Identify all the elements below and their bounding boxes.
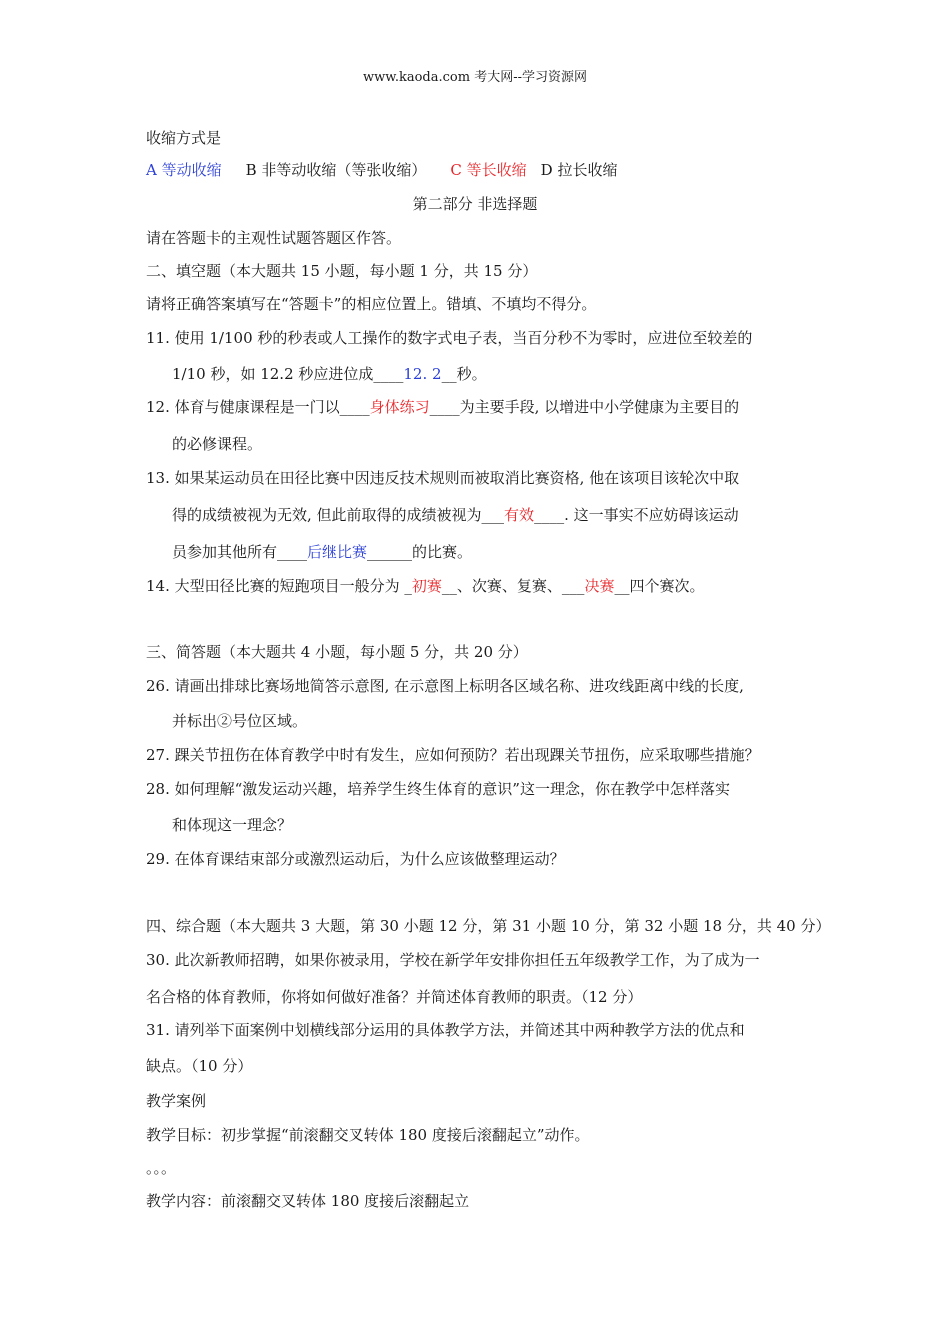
option-d: D 拉长收缩 [540,161,618,179]
q13-line2 [172,505,739,525]
q12-answer: 身体练习 [369,398,430,416]
q26-line1: 26. 请画出排球比赛场地简答示意图, 在示意图上标明各区域名称、进攻线距离中线的长度, [146,677,744,695]
option-a: A 等动收缩 [146,161,222,179]
q14-answer-2: 决赛 [584,577,615,595]
q13-pre: 得的成绩被视为无效, 但此前取得的成绩被视为___ [172,506,505,524]
q13-answer-2: 后继比赛 [307,543,368,561]
site-header: www.kaoda.com 考大网--学习资源网 [363,70,587,85]
q11-answer: 12. 2 [403,365,442,383]
q31-line2: 缺点。（10 分） [146,1057,253,1075]
q29-line: 29. 在体育课结束部分或激烈运动后，为什么应该做整理运动？ [146,850,565,868]
option-b: B 非等动收缩（等张收缩） [245,161,427,179]
q11-pre: 1/10 秒，如 12.2 秒应进位成____ [172,365,404,383]
q11-line1: 11. 使用 1/100 秒的秒表或人工操作的数字式电子表，当百分秒不为零时，应进位至较差的 [146,329,753,347]
q28-line2: 和体现这一理念？ [172,816,293,834]
q12-line1 [146,397,739,417]
section-heading-comp: 四、综合题（本大题共 3 大题，第 30 小题 12 分，第 31 小题 10 分，第 32 小题 18 分，共 40 分） [146,917,831,935]
option-c: C 等长收缩 [450,161,527,179]
q28-line1: 28. 如何理解“激发运动兴趣，培养学生终生体育的意识”这一理念，你在教学中怎样落实 [146,780,730,798]
q14-mid: __、次赛、复赛、___ [441,577,585,595]
q14-post: __四个赛次。 [614,577,705,595]
q30-line2: 名合格的体育教师，你将如何做好准备？并简述体育教师的职责。（12 分） [146,988,643,1006]
part-title: 第二部分 非选择题 [412,195,538,213]
question-tail: 收缩方式是 [146,129,222,147]
q31-line1: 31. 请列举下面案例中划横线部分运用的具体教学方法，并简述其中两种教学方法的优点和 [146,1021,745,1039]
case-content: 教学内容：前滚翻交叉转体 180 度接后滚翻起立 [146,1192,470,1210]
fill-instruction: 请将正确答案填写在“答题卡”的相应位置上。错填、不填均不得分。 [146,295,597,313]
q12-pre: 12. 体育与健康课程是一门以____ [146,398,370,416]
q11-line2 [172,364,487,384]
q13-pre-2: 员参加其他所有____ [172,543,308,561]
q14-line [146,576,704,596]
q13-line1: 13. 如果某运动员在田径比赛中因违反技术规则而被取消比赛资格, 他在该项目该轮次中取 [146,469,740,487]
q27-line: 27. 踝关节扭伤在体育教学中时有发生，应如何预防？若出现踝关节扭伤，应采取哪些措施？ [146,746,760,764]
q13-post-2: ______的比赛。 [367,543,473,561]
q14-pre: 14. 大型田径比赛的短跑项目一般分为 _ [146,577,412,595]
section-heading-fill: 二、填空题（本大题共 15 小题，每小题 1 分，共 15 分） [146,262,538,280]
section-heading-short: 三、简答题（本大题共 4 小题，每小题 5 分，共 20 分） [146,643,528,661]
options-row [146,160,617,180]
q14-answer-1: 初赛 [411,577,442,595]
case-goal: 教学目标：初步掌握“前滚翻交叉转体 180 度接后滚翻起立”动作。 [146,1126,590,1144]
q12-line2: 的必修课程。 [172,435,263,453]
q13-answer-1: 有效 [504,506,535,524]
q13-post: ____. 这一事实不应妨碍该运动 [534,506,739,524]
q12-post: ____为主要手段, 以增进中小学健康为主要目的 [429,398,740,416]
case-title: 教学案例 [146,1092,207,1110]
q26-line2: 并标出②号位区域。 [172,712,308,730]
q13-line3 [172,542,472,562]
q11-post: __秒。 [441,365,487,383]
part-instruction: 请在答题卡的主观性试题答题区作答。 [146,229,402,247]
case-dots: 。。。 [146,1159,177,1177]
q30-line1: 30. 此次新教师招聘，如果你被录用，学校在新学年安排你担任五年级教学工作，为了成为一 [146,951,760,969]
